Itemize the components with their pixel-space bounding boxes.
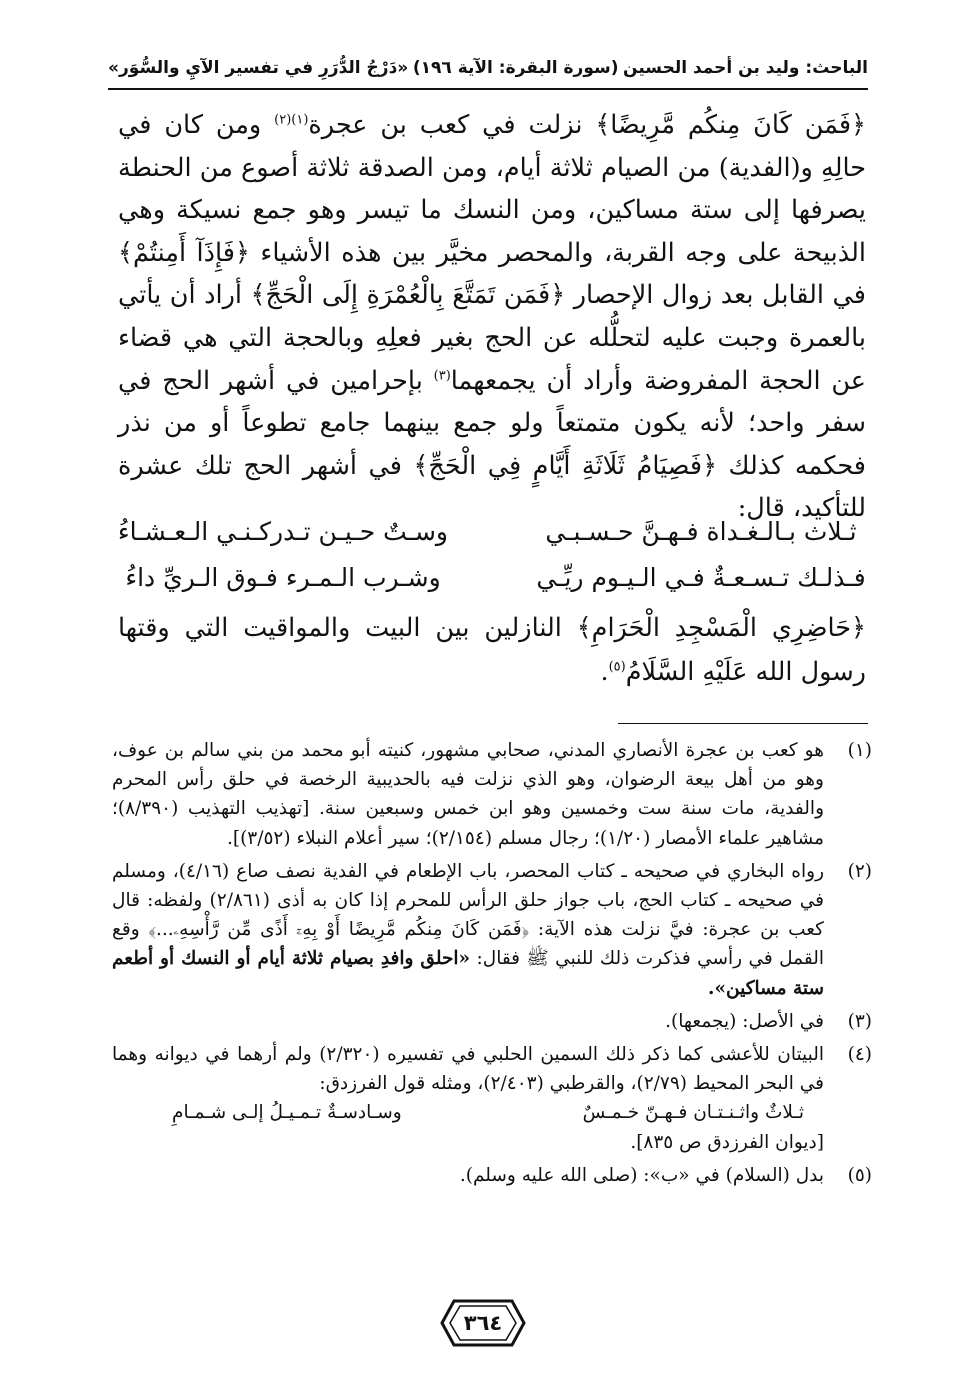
footnotes [112, 736, 872, 1194]
footnote-text [112, 1040, 824, 1157]
footnote-2-text: رواه البخاري في صحيحه ـ كتاب المحصر، باب الإطعام في الفدية نصف صاع (٤/١٦)، ومسلم في صحيحه ـ كتاب الحج، باب جواز حلق الرأس للمحرم إذا كان به أذى (٢/٨٦١) ولفظه: قال كعب بن عجرة: فيَّ نزلت هذه الآية: ﴿فَمَن كَانَ مِنكُم مَّرِيضًا أَوْ بِهِۦٓ أَذًى مِّن رَّأْسِهِۦ...﴾ وقع القمل في رأسي فذكرت ذلك للنبي ﷺ فقال: [112, 860, 825, 970]
header-book-title: «دَرْجُ الدُّرَرِ في تفسير الآيِ والسُّوَر» [108, 58, 409, 78]
header-surah: (سورة البقرة: الآية ١٩٦) [412, 58, 619, 78]
footnote-ref-1-2: (١)(٢) [274, 112, 309, 128]
footnote-text: في الأصل: (يجمعها). [665, 1010, 824, 1032]
footnote-ref-5: (٥) [608, 659, 626, 675]
poem-line-1 [118, 508, 866, 554]
footnote-number: (٢) [847, 860, 872, 882]
poem [118, 508, 866, 600]
paragraph-1-middle: ومن كان في حالِهِ و(الفدية) من الصيام ثلاثة أيام، ومن الصدقة ثلاثة أصوع من الحنطة يصرفها إلى ستة مساكين، ومن النسك ما تيسر وهو جمع نسيكة وهي الذبيحة على وجه القربة، والمحصر مخيَّر بين هذه الأشياء ﴿فَإِذَآ أَمِنتُمْ﴾ في القابل بعد زوال الإحصار ﴿فَمَن تَمَتَّعَ بِالْعُمْرَةِ إِلَى الْحَجِّ﴾ أراد أن يأتي بالعمرة وجبت عليه لتحلُّله عن الحج بغير فعلِهِ وبالحجة التي هي قضاء عن الحجة المفروضة وأراد أن يجمعهما [118, 110, 867, 396]
page-number: ٣٦٤ [463, 1311, 503, 1335]
paragraph-1-end: بإحرامين في أشهر الحج في سفر واحد؛ لأنه يكون متمتعاً ولو جمع بينهما جامع تطوعاً أو من نذر فحكمه كذلك ﴿فَصِيَامُ ثَلَاثَةِ أَيَّامٍ فِي الْحَجِّ﴾ في أشهر الحج تلك عشرة للتأكيد، قال: [118, 365, 866, 524]
header-rule [108, 88, 868, 90]
paragraph-2-text: ﴿حَاضِرِي الْمَسْجِدِ الْحَرَامِ﴾ النازلين بين البيت والمواقيت التي وقتها رسول الله عَلَيْهِ السَّلَامُ [118, 613, 866, 687]
paragraph-1-start: ﴿فَمَن كَانَ مِنكُم مَّرِيضًا﴾ نزلت في كعب بن عجرة [308, 110, 866, 140]
footnote-number: (٣) [847, 1010, 872, 1032]
footnote-4-poem [112, 1098, 824, 1127]
footnote-text: بدل (السلام) في «ب»: (صلى الله عليه وسلم). [459, 1164, 824, 1186]
footnote-4-hemistich-1: ثـلاثٌ واثـنـتـان فـهـنّ خـمـسٌ [582, 1102, 804, 1124]
footnote-3 [112, 1007, 872, 1036]
footnote-number: (٤) [847, 1044, 872, 1066]
footnote-number: (٥) [847, 1164, 872, 1186]
poem-1-hemistich-1: ثـلاث بـالـغـداة فـهـنَّ حـسـبـي [545, 516, 857, 546]
footnote-4-text: البيتان للأعشى كما ذكر ذلك السمين الحلبي في تفسيره (٢/٣٢٠) ولم أرهما في ديوانه وهما في البحر المحيط (٢/٧٩)، والقرطبي (٢/٤٠٣)، ومثله قول الفرزدق: [112, 1044, 824, 1095]
footnote-4-hemistich-2: وسـادسـةٌ تـمـيـلُ إلـى شـمـامِ [172, 1102, 402, 1124]
footnote-2 [112, 857, 872, 1003]
footnote-4 [112, 1040, 872, 1157]
paragraph-1 [118, 104, 866, 530]
footnote-text: هو كعب بن عجرة الأنصاري المدني، صحابي مشهور، كنيته أبو محمد من بني سالم بن عوف، وهو من أهل بيعة الرضوان، وهو الذي نزلت فيه بالحديبية الرخصة في حلق رأس المحرم والفدية، مات سنة ست وخمسين وهو ابن خمس وسبعين سنة. [تهذيب التهذيب (٨/٣٩٠)؛ مشاهير علماء الأمصار (١/٢٠)؛ رجال مسلم (٢/١٥٤)؛ سير أعلام النبلاء (٣/٥٢)]. [112, 740, 824, 849]
poem-2-hemistich-1: فـذلـك تـسـعـةٌ فـي الـيـوم ريِّـي [536, 562, 866, 592]
poem-1-hemistich-2: وسـتٌ حـيـن تـدركـنـي الـعـشـاءُ [117, 516, 448, 546]
running-header [108, 52, 868, 84]
main-text [118, 104, 866, 530]
footnote-separator [618, 723, 868, 724]
header-author: الباحث: وليد بن أحمد الحسين [623, 58, 868, 78]
footnote-text [112, 857, 824, 1003]
footnote-2-hadith: «احلق وافدِ بصيام ثلاثة أيام أو النسك أو أطعم ستة مساكين». [112, 948, 824, 999]
footnote-ref-3: (٣) [433, 368, 451, 384]
poem-line-2 [118, 554, 866, 600]
poem-2-hemistich-2-text: وشـرب الـمـرء فـوق الـريِّ داءُ [125, 562, 441, 592]
footnote-1 [112, 736, 872, 853]
footnote-number: (١) [847, 740, 872, 761]
footnote-4-reference: [ديوان الفرزدق ص ٨٣٥]. [630, 1131, 824, 1153]
paragraph-2 [118, 606, 866, 694]
page-number-emblem [440, 1297, 526, 1349]
paragraph-2-end: . [600, 657, 609, 687]
footnote-5 [112, 1161, 872, 1190]
poem-2-hemistich-2 [118, 563, 448, 592]
